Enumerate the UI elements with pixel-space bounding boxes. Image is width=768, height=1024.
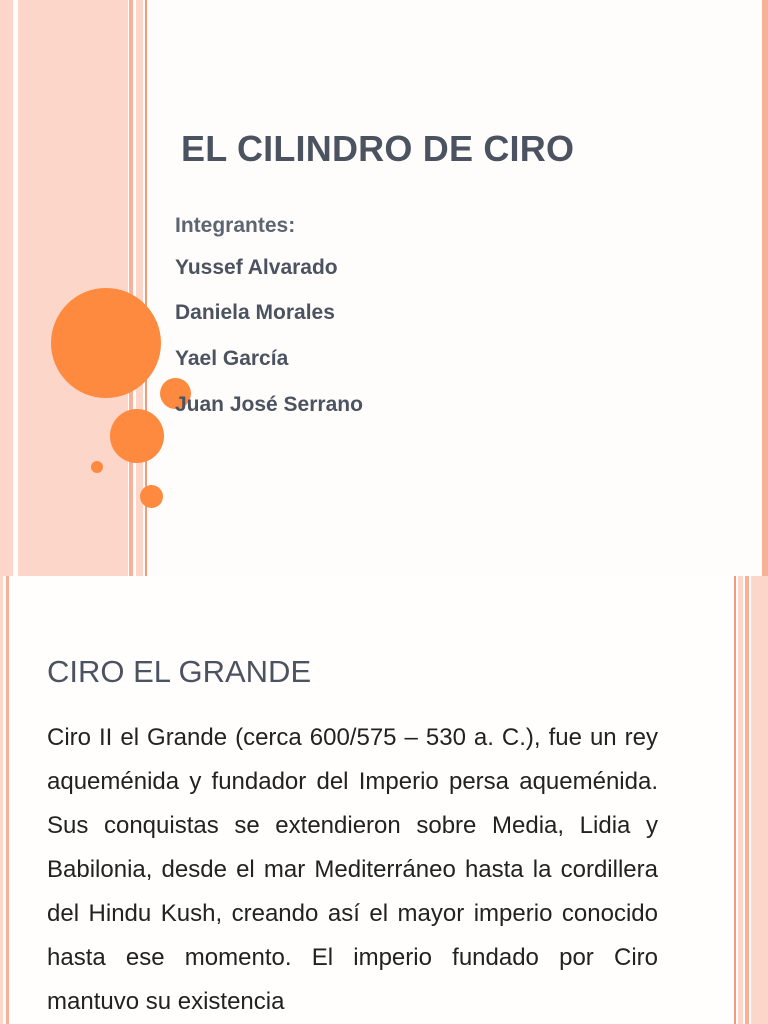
decorative-stripe: [6, 576, 9, 1024]
decorative-stripe: [745, 576, 749, 1024]
decorative-stripe: [129, 0, 133, 576]
decorative-circle-tiny: [91, 461, 103, 473]
decorative-stripe: [751, 576, 768, 1024]
decorative-stripe: [738, 576, 743, 1024]
members-label: Integrantes:: [175, 214, 296, 237]
member-name: Yael García: [175, 347, 289, 370]
decorative-stripe: [734, 576, 736, 1024]
member-name: Juan José Serrano: [175, 393, 363, 416]
section-title: CIRO EL GRANDE: [47, 654, 312, 689]
member-name: Yussef Alvarado: [175, 256, 338, 279]
body-paragraph: Ciro II el Grande (cerca 600/575 – 530 a. C.), fue un rey aqueménida y fundador del Imperio persa aqueménida. Sus conquistas se extendieron sobre Media, Lidia y Babilonia, desde el mar Mediterráneo hasta la cordillera del Hindu Kush, creando así el mayor imperio conocido hasta ese momento. El imperio fundado por Ciro mantuvo su existencia: [47, 724, 658, 1015]
decorative-circle-medium: [110, 409, 164, 463]
decorative-stripe: [762, 0, 768, 576]
decorative-circle-large: [51, 288, 161, 398]
decorative-stripe: [0, 576, 3, 1024]
decorative-circle-small: [140, 485, 163, 508]
decorative-stripe: [0, 0, 13, 576]
slide-title: EL CILINDRO DE CIRO: [181, 128, 575, 169]
member-name: Daniela Morales: [175, 301, 335, 324]
